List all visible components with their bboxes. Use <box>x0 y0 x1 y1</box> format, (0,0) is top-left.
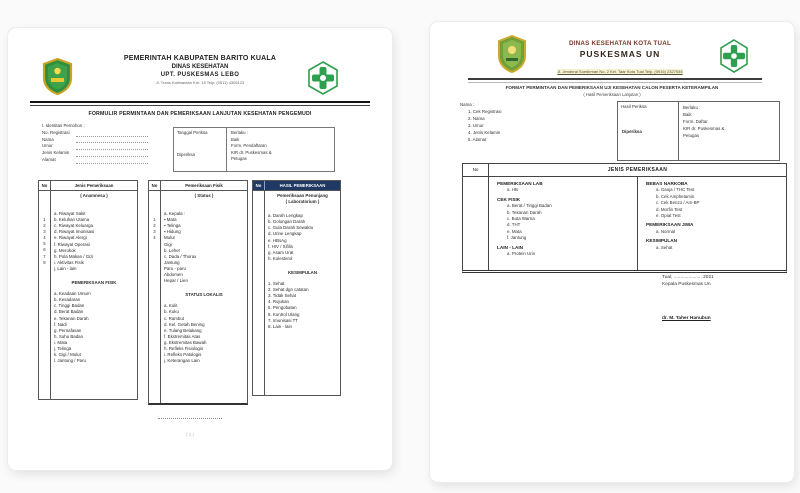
no-column-header: No <box>253 181 265 190</box>
section-heading: PEMERIKSAAN LAB <box>497 181 543 186</box>
exam-item: f. Jantung <box>507 235 527 241</box>
checklist-item: Abdomen <box>164 272 183 278</box>
dotted-line <box>76 144 148 150</box>
checklist-item: d. Berat Badan <box>54 309 84 315</box>
dotted-line <box>76 131 148 137</box>
table-header <box>39 181 137 191</box>
row-number: 5 <box>43 241 46 247</box>
no-column-header: No <box>39 181 51 190</box>
row-number: 4 <box>43 235 46 241</box>
no-column-header: No <box>463 164 489 176</box>
document-page-1 <box>8 28 392 470</box>
checklist-item: b. Kesadaran <box>54 297 81 303</box>
checklist-item: 1. Sehat <box>268 281 285 287</box>
section-heading: KESIMPULAN <box>646 238 677 244</box>
document-title: FORMAT PERMINTAAN DAN PEMERIKSAAN UJI KESEHATAN CALON PESERTA KETERAMPILAN <box>505 85 719 90</box>
checklist-item: a. Kepala : <box>164 211 185 217</box>
checklist-item: i. Mata <box>54 339 68 345</box>
identity-section-label: I. Identitas Pemohon : <box>42 123 85 128</box>
exam-item: a. Sehat <box>656 244 673 250</box>
identity-field-row <box>42 137 162 144</box>
header-divider <box>30 101 370 106</box>
checklist-item: Paru - paru <box>164 265 186 271</box>
column-title: Jenis Pemeriksaan <box>74 183 114 188</box>
checklist-item: a. Keadaan Umum <box>54 291 91 297</box>
exam-item: c. Buta Warna <box>507 216 535 222</box>
checklist-item: c. Gula Darah Sewaktu <box>268 225 314 231</box>
item-list <box>164 211 244 284</box>
document-subtitle: ( Hasil Pemeriksaan Lanjutan ) <box>583 92 641 97</box>
checklist-item: ▪ Telinga <box>164 223 181 229</box>
exam-right-column <box>638 177 786 270</box>
checklist-item: d. Riwayat Imunisasi <box>54 229 95 235</box>
row-number: 7 <box>43 253 46 259</box>
signature-dotted-line <box>158 414 222 419</box>
exam-item: d. Morfin Test <box>656 206 683 212</box>
checklist-item: Jantung <box>164 259 180 265</box>
checklist-item: f. HIV / Sifilis <box>268 243 293 249</box>
identity-field-row <box>42 130 162 137</box>
box-label-top: Hasil Periksa <box>621 104 647 109</box>
table-header-navy <box>253 181 340 191</box>
exam-item: e. Opiat Test <box>656 213 681 219</box>
checklist-item: e. HBsAg <box>268 237 287 243</box>
checklist-item: b. Golongan Darah <box>268 219 306 225</box>
field-label: Umur <box>42 143 53 149</box>
field-label: Alamat <box>42 156 56 162</box>
letterhead <box>530 40 710 78</box>
row-numbers <box>253 191 265 395</box>
dotted-line <box>76 158 148 164</box>
checklist-item: j. Telinga <box>54 345 72 351</box>
row-number: 3 <box>153 229 156 235</box>
checklist-item: d. Urine Lengkap <box>268 231 302 237</box>
exam-info-box-right <box>227 128 334 171</box>
row-numbers <box>39 191 51 399</box>
table-header <box>463 164 786 177</box>
field-label: No. Registrasi <box>42 129 70 135</box>
checklist-item: e. Tulang Belakang <box>164 327 202 333</box>
identity-block <box>42 123 162 164</box>
box-label-bottom: Diperiksa <box>177 152 195 157</box>
checklist-item: j. Keterangan Lain <box>164 358 200 364</box>
identity-field-row <box>42 143 162 150</box>
exam-item: a. HB <box>507 187 518 193</box>
table-items <box>51 191 137 399</box>
checklist-item: b. Kuku <box>164 309 179 315</box>
checklist-item: a. Riwayat Sakit <box>54 211 86 217</box>
checklist-item: b. Leher <box>164 247 181 253</box>
table-subtitle: Pemeriksaan Penunjang <box>277 193 328 198</box>
item-list <box>268 281 337 330</box>
item-list <box>268 213 337 262</box>
checklist-item: 5. Pengobatan <box>268 305 297 311</box>
box-label-top: Tanggal Periksa <box>177 130 208 135</box>
recipient-items <box>460 108 590 143</box>
section-items <box>497 203 629 241</box>
checklist-item: i. Aktivitas Fisik <box>54 259 84 265</box>
box-line: Form. Pendaftaran <box>231 143 267 149</box>
checklist-item: i. Refleks Patologis <box>164 352 202 358</box>
result-box-left <box>618 102 679 160</box>
row-number: 8 <box>43 259 46 265</box>
signer-name: dr. M. Taher Hanubun <box>662 316 711 321</box>
box-line: Form. Daftar <box>683 119 708 124</box>
exam-info-box-left <box>174 128 227 171</box>
checklist-item: h. Kolesterol <box>268 255 293 261</box>
recipient-item: 2. Nama <box>468 116 485 121</box>
checklist-item: 4. Rujukan <box>268 299 289 305</box>
checklist-item: Gigi <box>164 241 172 247</box>
checklist-item: l. Jantung / Paru <box>54 358 86 364</box>
section-items <box>497 187 629 193</box>
box-line: Petugas <box>683 133 700 138</box>
recipient-item: 5. Alamat <box>468 137 487 142</box>
result-box <box>617 101 780 161</box>
table-items <box>265 191 340 395</box>
checklist-item: Hepar / Lien <box>164 278 188 284</box>
box-line: Baik <box>683 112 692 117</box>
box-label-bottom: Diperiksa <box>622 129 642 134</box>
exam-item: a. Protein Urin <box>507 251 536 257</box>
section-items <box>646 245 778 251</box>
puskesmas-name: PUSKESMAS UN <box>579 48 661 59</box>
header-divider <box>468 78 762 83</box>
checklist-item: k. Gigi / Mulut <box>54 352 81 358</box>
section-heading: PEMERIKSAAN JIWA <box>646 222 694 228</box>
section-subheading: PEMERIKSAAN FISIK <box>71 280 117 286</box>
signature-block <box>662 275 782 289</box>
checklist-item: g. Asam Urat <box>268 249 294 255</box>
exam-item: b. Tekanan Darah <box>507 209 542 215</box>
section-subheading: STATUS LOKALIS <box>185 292 223 298</box>
no-column <box>463 177 489 270</box>
checklist-item: c. Riwayat Keluarga <box>54 223 94 229</box>
exam-type-table <box>462 163 787 273</box>
dotted-line <box>76 137 148 143</box>
address-line: Jl. Trans Kalimantan Km. 15 Telp. (0511) 4305123 <box>155 80 245 85</box>
signer-role: Kepala Puskesmas Un <box>662 281 711 287</box>
box-line: Baik <box>231 136 240 142</box>
exam-item: d. THT <box>507 222 521 228</box>
column-title: Pemeriksaan Fisik <box>185 183 223 188</box>
checklist-item: h. Refleks Fisiologis <box>164 345 204 351</box>
dotted-line <box>76 151 148 157</box>
checklist-item: g. Ekstremitas Bawah <box>164 339 207 345</box>
city-coat-of-arms-icon <box>497 35 527 73</box>
identity-field-row <box>42 157 162 164</box>
exam-item: a. Ganja / THC Test <box>656 187 695 193</box>
document-page-2 <box>430 22 794 482</box>
table-subtitle2: ( Laboratorium ) <box>285 199 320 205</box>
exam-item: c. Cek Benzo / Am-BP <box>656 200 700 206</box>
recipient-item: 3. Umur <box>468 123 484 128</box>
box-line: Berlaku : <box>231 130 248 135</box>
checklist-item: a. Kulit <box>164 303 178 309</box>
place-date: Tual, ..................... 2021 <box>662 275 714 280</box>
checklist-item: ▪ Mata <box>164 217 177 223</box>
row-number: 6 <box>43 247 46 253</box>
checklist-item: c. Tinggi Badan <box>54 303 85 309</box>
table-title: JENIS PEMERIKSAAN <box>607 167 668 173</box>
row-number: 3 <box>43 229 46 235</box>
checklist-item: g. Merokok <box>54 247 76 253</box>
anamnesa-table <box>38 180 138 400</box>
regency-coat-of-arms-icon <box>42 58 73 95</box>
table-header <box>149 181 247 191</box>
agency-name: DINAS KESEHATAN <box>171 64 229 70</box>
checklist-item: d. Kel. Getah Bening <box>164 321 205 327</box>
table-subtitle: ( Status ) <box>194 193 214 198</box>
checklist-item: c. Rambut <box>164 315 185 321</box>
checklist-item: 6. Kontrol Ulang <box>268 311 300 317</box>
checklist-item: j. Lain - lain <box>54 265 77 271</box>
checklist-item: b. Keluhan Utama <box>54 217 90 223</box>
checklist-item: f. Riwayat Operasi <box>54 241 90 247</box>
no-column-header: No <box>149 181 161 190</box>
field-label: Jenis Kelamin <box>42 150 70 156</box>
section-subheading: KESIMPULAN <box>287 269 318 275</box>
table-subtitle: ( Anamnesa ) <box>80 193 108 198</box>
checklist-item: c. Dada / Thorax <box>164 253 197 259</box>
box-line: Petugas <box>231 156 247 162</box>
section-items <box>497 251 629 257</box>
item-list <box>54 291 134 364</box>
section-heading: LAIN - LAIN <box>497 244 524 250</box>
section-heading: BEBAS NARKOBA <box>646 181 688 186</box>
health-cross-icon <box>718 38 750 74</box>
checklist-item: Mulut <box>164 235 175 241</box>
section-items <box>646 229 778 235</box>
exam-info-box <box>173 127 335 172</box>
checklist-item: a. Darah Lengkap <box>268 213 303 219</box>
checklist-item: 3. Tidak Sehat <box>268 293 297 299</box>
section-heading: CEK FISIK <box>497 196 521 202</box>
checklist-item: g. Pernafasan <box>54 327 82 333</box>
government-name: PEMERINTAH KABUPATEN BARITO KUALA <box>123 55 277 62</box>
row-number: 1 <box>43 217 46 222</box>
checklist-item: e. Tekanan Darah <box>54 315 89 321</box>
recipient-block <box>460 101 590 143</box>
checklist-item: 7. Imunisasi TT <box>268 317 298 323</box>
checklist-item: h. Pola Makan / Gizi <box>54 253 94 259</box>
checklist-item: 2. Sehat dgn catatan <box>268 287 309 293</box>
field-label: Nama <box>42 136 54 142</box>
row-number: 2 <box>153 223 156 229</box>
checklist-item: e. Riwayat Alergi <box>54 235 87 241</box>
checklist-item: 8. Lain - lain <box>268 323 292 329</box>
recipient-item: 1. Cek Registrasi <box>468 109 502 114</box>
address-line: Jl. Jenderal Soedirman No. 2 Kel. Taar Kota Tual Telp. (0916) 2327045 <box>557 68 683 74</box>
row-number: 4 <box>153 235 156 241</box>
item-list <box>54 211 134 272</box>
agency-name: DINAS KESEHATAN KOTA TUAL <box>568 40 671 47</box>
recipient-label: Nama : <box>460 102 475 107</box>
checklist-item: f. Nadi <box>54 321 67 327</box>
box-line: KIR dr. Puskesmas & <box>231 149 272 155</box>
column-title: HASIL PEMERIKSAAN <box>279 183 326 188</box>
box-line: Berlaku : <box>683 105 701 110</box>
box-line: KIR dr. Puskesmas & <box>683 126 725 131</box>
checklist-item: f. Ekstremitas Atas <box>164 333 201 339</box>
row-number: 1 <box>153 217 156 222</box>
exam-item: a. Berat / Tinggi Badan <box>507 203 552 209</box>
identity-field-row <box>42 150 162 157</box>
row-numbers <box>149 191 161 403</box>
exam-item: b. Cek Amphetamin <box>656 193 695 199</box>
page-number: ( 1 ) <box>185 432 194 437</box>
checklist-item: h. Suhu Badan <box>54 333 84 339</box>
section-items <box>646 187 778 219</box>
item-list <box>164 303 244 364</box>
checklist-item: ▪ Hidung <box>164 229 181 235</box>
row-number: 2 <box>43 223 46 229</box>
exam-item: a. Normal <box>656 228 676 234</box>
exam-item: e. Mata <box>507 228 522 234</box>
physical-exam-table <box>148 180 248 405</box>
puskesmas-name: UPT. PUSKESMAS LEBO <box>160 72 240 78</box>
form-title: FORMULIR PERMINTAAN DAN PEMERIKSAAN LANJUTAN KESEHATAN PENGEMUDI <box>88 111 312 117</box>
recipient-item: 4. Jenis Kelamin <box>468 130 501 135</box>
exam-left-column <box>489 177 638 270</box>
table-items <box>161 191 247 403</box>
health-cross-icon <box>305 60 341 96</box>
letterhead <box>78 54 322 86</box>
lab-result-table <box>252 180 341 396</box>
result-box-right <box>679 102 779 160</box>
